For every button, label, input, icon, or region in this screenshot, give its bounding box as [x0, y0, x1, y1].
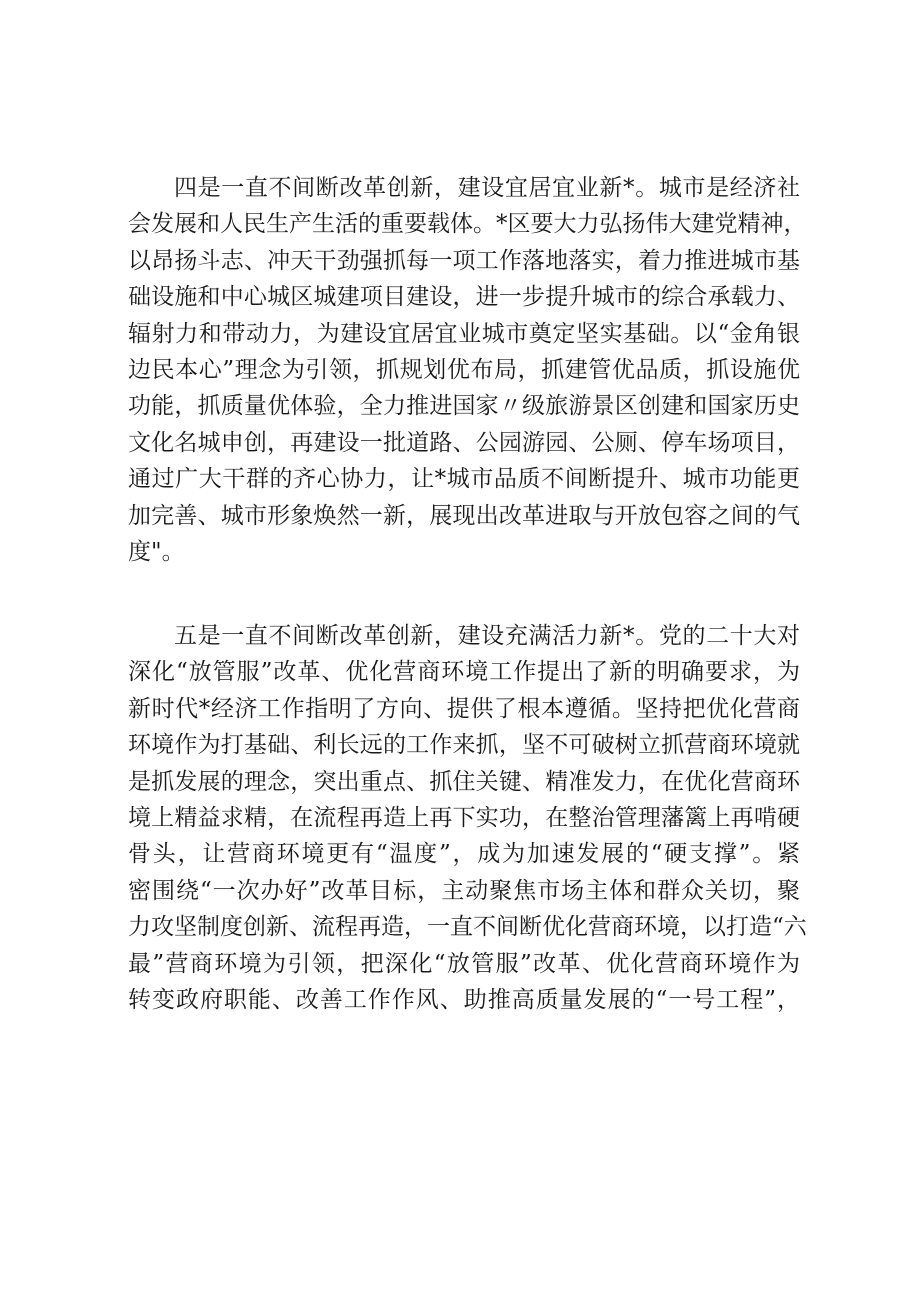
- paragraph-line: 最”营商环境为引领，把深化“放管服”改革、优化营商环境作为: [128, 950, 800, 977]
- paragraph-line: 是抓发展的理念，突出重点、抓住关键、精准发力，在优化营商环: [128, 768, 800, 795]
- paragraph-line: 以昂扬斗志、冲天干劲强抓每一项工作落地落实，着力推进城市基: [128, 247, 800, 274]
- paragraph-line: 五是一直不间断改革创新，建设充满活力新*。党的二十大对: [174, 623, 800, 649]
- paragraph-line: 础设施和中心城区城建项目建设，进一步提升城市的综合承载力、: [128, 284, 800, 311]
- paragraph-line: 骨头，让营商环境更有“温度”，成为加速发展的“硬支撑”。紧: [128, 841, 800, 868]
- paragraph-line: 四是一直不间断改革创新，建设宜居宜业新*。城市是经济社: [174, 175, 800, 201]
- paragraph-line: 力攻坚制度创新、流程再造，一直不间断优化营商环境，以打造“六: [128, 914, 807, 941]
- paragraph-line: 环境作为打基础、利长远的工作来抓，坚不可破树立抓营商环境就: [128, 732, 800, 759]
- paragraph-line: 功能，抓质量优体验，全力推进国家〃级旅游景区创建和国家历史: [128, 393, 800, 420]
- paragraph-line: 加完善、城市形象焕然一新，展现出改革进取与开放包容之间的气: [128, 502, 800, 529]
- paragraph-line: 境上精益求精，在流程再造上再下实功，在整治管理藩篱上再啃硬: [128, 804, 800, 831]
- paragraph-line: 边民本心”理念为引领，抓规划优布局，抓建管优品质，抓设施优: [128, 356, 800, 383]
- paragraph-5: [128, 618, 807, 1018]
- paragraph-line: 文化名城申创，再建设一批道路、公园游园、公厕、停车场项目，: [128, 429, 800, 456]
- paragraph-line: 新时代*经济工作指明了方向、提供了根本遵循。坚持把优化营商: [128, 695, 800, 722]
- paragraph-4: [128, 170, 807, 570]
- paragraph-line: 通过广大干群的齐心协力，让*城市品质不间断提升、城市功能更: [128, 466, 800, 493]
- paragraph-line: 转变政府职能、改善工作作风、助推高质量发展的“一号工程”，: [128, 986, 800, 1013]
- paragraph-line: 深化“放管服”改革、优化营商环境工作提出了新的明确要求，为: [128, 659, 800, 686]
- paragraph-line: 会发展和人民生产生活的重要载体。*区要大力弘扬伟大建党精神，: [128, 211, 807, 238]
- paragraph-line: 度"。: [128, 538, 185, 565]
- paragraph-line: 辐射力和带动力，为建设宜居宜业城市奠定坚实基础。以“金角银: [128, 320, 800, 347]
- paragraph-line: 密围绕“一次办好”改革目标，主动聚焦市场主体和群众关切，聚: [128, 877, 800, 904]
